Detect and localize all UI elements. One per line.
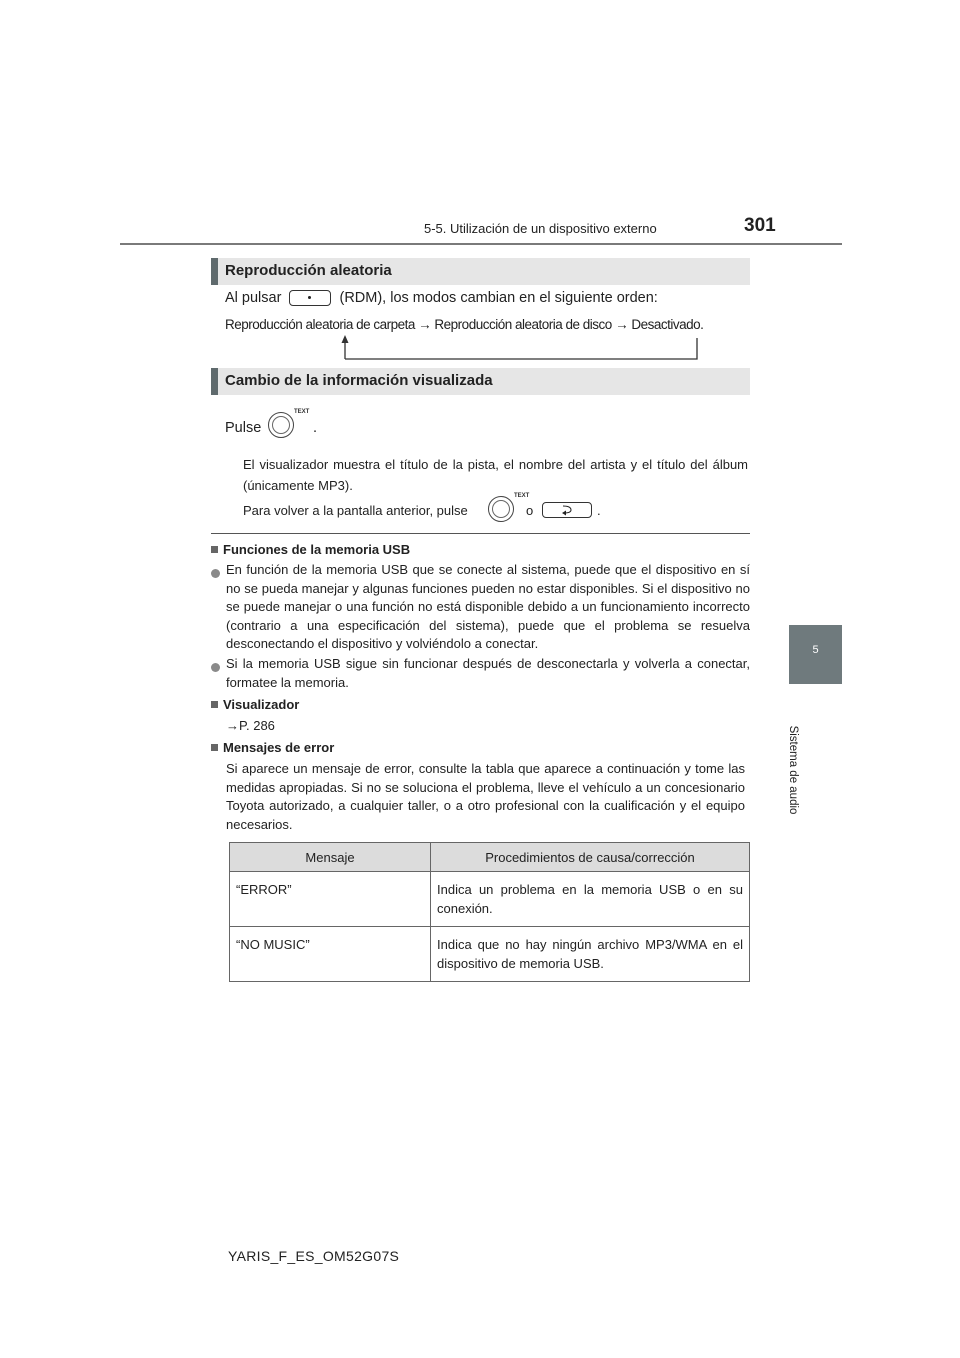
- sequence-off: Desactivado.: [631, 317, 704, 332]
- error-table: [229, 842, 750, 982]
- text-button-icon: [268, 409, 310, 438]
- page-number: 301: [744, 215, 776, 236]
- running-header: 5-5. Utilización de un dispositivo externo: [424, 221, 657, 236]
- text-knob-icon: [268, 412, 294, 438]
- random-intro: [225, 290, 658, 306]
- back-end: .: [597, 503, 601, 518]
- document-code: YARIS_F_ES_OM52G07S: [228, 1248, 400, 1264]
- error-message-cell: “ERROR”: [230, 872, 431, 927]
- text-key-label: TEXT: [514, 493, 530, 499]
- heading-bar: [211, 368, 218, 395]
- note-usb-bullet-2: Si la memoria USB sigue sin funcionar después de desconectarla y volverla a conectar, formatee la memoria.: [211, 655, 750, 692]
- back-before: Para volver a la pantalla anterior, pulse: [243, 503, 468, 518]
- chapter-label: Sistema de audio: [787, 725, 799, 815]
- random-intro-after: (RDM), los modos cambian en el siguiente orden:: [339, 290, 658, 306]
- error-message-cell: “NO MUSIC”: [230, 927, 431, 982]
- section-title-random: Reproducción aleatoria: [225, 262, 392, 279]
- sequence-arrow-icon: →: [615, 317, 629, 332]
- square-bullet-icon: [211, 701, 218, 708]
- section-heading-random: [211, 258, 750, 285]
- sequence-folder: Reproducción aleatoria de carpeta: [225, 317, 415, 332]
- error-procedure-cell: Indica un problema en la memoria USB o en su conexión.: [431, 872, 750, 927]
- pulse-label: Pulse: [225, 420, 262, 436]
- table-row: [230, 927, 750, 982]
- text-button-icon-2: [488, 493, 530, 522]
- note-usb-title: Funciones de la memoria USB: [211, 541, 750, 560]
- square-bullet-icon: [211, 546, 218, 553]
- header-rule: [120, 243, 842, 245]
- sequence-arrow-icon: →: [418, 317, 432, 332]
- error-procedure-cell: Indica que no hay ningún archivo MP3/WMA en el dispositivo de memoria USB.: [431, 927, 750, 982]
- table-row: [230, 872, 750, 927]
- back-key-icon: [542, 502, 592, 518]
- sequence-disc: Reproducción aleatoria de disco: [434, 317, 612, 332]
- back-or: o: [526, 503, 534, 518]
- section-heading-display: [211, 368, 750, 395]
- chapter-tab: 5: [789, 625, 842, 684]
- note-usb-bullet-1: En función de la memoria USB que se conecte al sistema, puede que el dispositivo en sí no se pueda manejar y algunas funciones pueden no estar disponibles. Si el dispositivo no se puede manejar o una función no está disponible debido a un funcionamiento incorrecto (contrario a una especificación del sistema), puede que el problema se resuelva desconectando el dispositivo y volviéndolo a conectar.: [211, 561, 750, 654]
- round-bullet-icon: [211, 663, 220, 672]
- loop-arrow-icon: [336, 334, 706, 360]
- text-knob-icon: [488, 496, 514, 522]
- note-display-title: Visualizador: [211, 696, 750, 715]
- pulse-end: .: [313, 420, 318, 436]
- random-sequence: [225, 317, 703, 332]
- section-divider: [211, 533, 750, 534]
- col-header-procedure: Procedimientos de causa/corrección: [431, 843, 750, 872]
- random-intro-before: Al pulsar: [225, 290, 282, 306]
- round-bullet-icon: [211, 569, 220, 578]
- text-key-label: TEXT: [294, 409, 310, 415]
- col-header-message: Mensaje: [230, 843, 431, 872]
- rdm-button-icon: [289, 290, 331, 306]
- section-title-display: Cambio de la información visualizada: [225, 372, 493, 389]
- note-display-ref: →P. 286: [226, 718, 275, 733]
- heading-bar: [211, 258, 218, 285]
- note-errors-title: Mensajes de error: [211, 739, 750, 758]
- display-description: El visualizador muestra el título de la pista, el nombre del artista y el título del álbum (únicamente MP3).: [243, 457, 748, 493]
- return-arrow-icon: [543, 503, 591, 517]
- table-header-row: [230, 843, 750, 872]
- note-errors-text: Si aparece un mensaje de error, consulte la tabla que aparece a continuación y tome las medidas apropiadas. Si no se soluciona el problema, lleve el vehículo a un concesionario Toyota autorizado, a cualquier taller, o a otro profesional con la cualificación y el equipo necesarios.: [226, 761, 745, 832]
- square-bullet-icon: [211, 744, 218, 751]
- back-button-icon: [542, 502, 592, 518]
